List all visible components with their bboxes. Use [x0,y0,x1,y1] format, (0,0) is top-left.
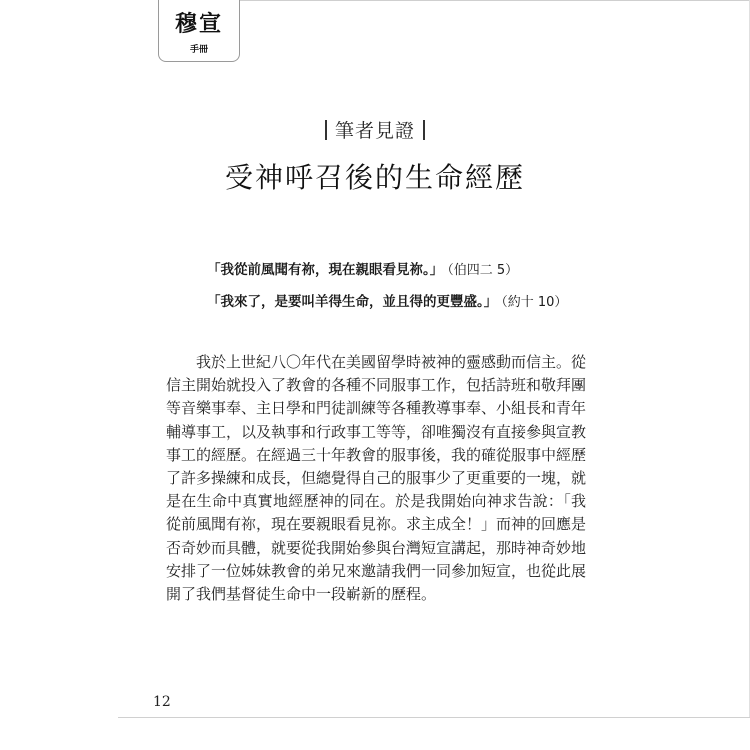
tab-title: 穆宣 [174,12,223,37]
body-line: 否奇妙而具體，就要從我開始參與台灣短宣講起，那時神奇妙地 [166,538,587,557]
verse-quote [207,261,607,280]
body-line: 我於上世紀八〇年代在美國留學時被神的靈感動而信主。從 [196,353,587,371]
body-line: 信主開始就投入了教會的各種不同服事工作，包括詩班和敬拜團 [166,376,587,395]
body-line: 輔導事工，以及執事和行政事工等等，卻唯獨沒有直接參與宣教 [166,422,587,441]
chapter-tab [158,0,240,62]
body-line: 等音樂事奉、主日學和門徒訓練等各種教導事奉、小組長和青年 [166,399,587,418]
section-label-text: 筆者見證 [334,120,415,142]
verse-text: 「我來了，是要叫羊得生命，並且得的更豐盛。」 [207,294,498,310]
verse-reference: （伯四二 5） [447,263,519,278]
body-line: 從前風聞有祢，現在要親眼看見祢。求主成全！」而神的回應是 [166,515,587,534]
body-line: 安排了一位姊妹教會的弟兄來邀請我們一同參加短宣，也從此展 [166,561,587,580]
verse-text: 「我從前風聞有祢，現在親眼看見祢。」 [207,262,444,278]
page-top-edge [158,0,750,1]
body-line: 是在生命中真實地經歷神的同在。於是我開始向神求告說：「我 [166,492,586,511]
tab-subtitle: 手冊 [189,45,208,55]
body-line: 開了我們基督徒生命中一段嶄新的歷程。 [166,584,437,603]
verse-quote [207,293,607,312]
page-bottom-edge [118,717,750,718]
body-line: 了許多操練和成長，但總覺得自己的服事少了更重要的一塊，就 [166,468,587,487]
right-bar [423,120,425,140]
body-paragraph [166,351,586,606]
left-bar [325,120,327,140]
verse-reference: （約十 10） [501,295,568,310]
section-label [0,116,750,143]
page-title: 受神呼召後的生命經歷 [224,161,525,194]
page-number: 12 [153,694,171,710]
body-line: 事工的經歷。在經過三十年教會的服事後，我的確從服事中經歷 [166,445,587,464]
